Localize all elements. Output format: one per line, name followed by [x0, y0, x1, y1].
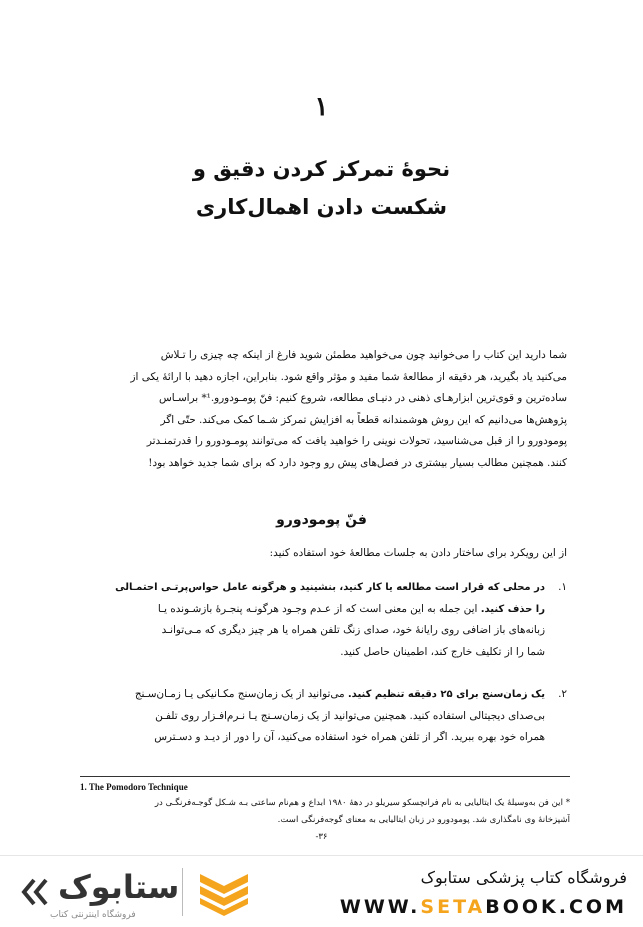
list-item	[80, 684, 567, 749]
intro-line: می‌کنید یاد بگیرید، هر دقیقه از مطالعهٔ شما مفید و مؤثر واقع شود. بنابراین، اجازه دهید با ارائهٔ یکی از	[130, 370, 567, 383]
url-part: BOOK.COM	[485, 896, 627, 918]
intro-paragraph	[80, 345, 567, 474]
list-item-text: بی‌صدای دیجیتالی استفاده کنید. همچنین می‌توانید از یک زمان‌سـنج یـا نـرم‌افـزار روی تلفـن	[155, 709, 545, 722]
chapter-title	[0, 150, 643, 226]
logo-subtitle: فروشگاه اینترنتی کتاب	[50, 910, 136, 920]
url-accent: SETA	[420, 896, 486, 918]
list-item-text: این جمله به این معنی است که از عـدم وجـود هرگونـه پنجـرهٔ بازشـونده یـا	[157, 602, 481, 615]
footnote-persian	[80, 795, 570, 829]
list-item-bold: یک زمان‌سنج برای ۲۵ دقیقه تنظیم کنید.	[347, 689, 545, 700]
chapter-title-line-2: شکست دادن اهمال‌کاری	[195, 195, 448, 219]
section-title: فنّ پومودورو	[276, 512, 367, 528]
url-part: WWW.	[339, 896, 421, 918]
list-item-text: شما را از تکلیف خارج کند، اطمینان حاصل کنید.	[340, 645, 545, 658]
store-name: فروشگاه کتاب پزشکی ستابوک	[420, 868, 627, 887]
list-item-bold: را حذف کنید.	[480, 603, 545, 615]
footnote-english: 1. The Pomodoro Technique	[80, 782, 188, 792]
list-item-bold: در محلی که قرار است مطالعه یا کار کنید، بنشینید و هرگونه عامل حواس‌پرتـی احتمـالی	[115, 582, 545, 593]
chapter-title-line-1: نحوهٔ تمرکز کردن دقیق و	[192, 157, 451, 181]
store-url[interactable]	[340, 896, 627, 918]
intro-line: ساده‌ترین و قوی‌ترین ابزارهـای ذهنی در دنیـای مطالعه، شروع کنیم: فنّ پومـودورو.¹* براسـاس	[159, 392, 567, 404]
list-item	[80, 577, 567, 663]
book-stack-icon	[196, 870, 252, 916]
list-item-text: زبانه‌های باز اضافی روی رایانهٔ خود، صدای زنگ تلفن همراه یا هر چیز دیگری که مـی‌توانـد	[161, 624, 545, 636]
intro-line: شما دارید این کتاب را می‌خوانید چون می‌خواهید مطمئن شوید فارغ از اینکه چه چیزی را تـلاش	[160, 349, 567, 361]
list-item-number: ۲.	[558, 688, 567, 700]
intro-line: کنند. همچنین مطالب بسیار بیشتری در فصل‌های پیش رو وجود دارد که برای شما جدید خواهد بود!	[148, 456, 567, 469]
chapter-number: ۱	[314, 92, 329, 122]
footnote-line: * این فن به‌وسیلهٔ یک ایتالیایی به نام فرانچسکو سیریلو در دههٔ ۱۹۸۰ ابداع و هم‌نام ساعتی بـه شـکل گوجـه‌فرنگـی در	[154, 798, 570, 808]
logo-wordmark: ستابوک	[58, 868, 180, 906]
list-item-text: همراه خود بهره ببرید. اگر از تلفن همراه خود استفاده می‌کنید، آن را دور از دیـد و دسـترس	[154, 731, 545, 743]
setabook-logo[interactable]	[20, 868, 250, 918]
list-item-number: ۱.	[558, 581, 567, 593]
lead-line: از این رویکرد برای ساختار دادن به جلسات مطالعهٔ خود استفاده کنید:	[269, 547, 567, 559]
chevrons-icon	[20, 872, 60, 912]
intro-line: پژوهش‌ها می‌دانیم که این روش هوشمندانه قطعاً به افزایش تمرکز شـما کمک می‌کند. حتّی اگر	[160, 413, 567, 426]
list-item-text: می‌توانید از یک زمان‌سنج مکـانیکی یـا زمـان‌سـنج	[134, 688, 348, 700]
footnote-line: آشپزخانهٔ وی نامگذاری شد. پومودورو در زبان ایتالیایی به معنای گوجه‌فرنگی است.	[277, 815, 570, 825]
footnote-divider	[80, 776, 570, 777]
store-banner	[0, 855, 643, 927]
page-number: ۳۶-	[315, 832, 328, 842]
logo-divider	[182, 868, 183, 916]
intro-line: پومودورو را از قبل می‌شناسید، تحولات نوینی را خواهید یافت که می‌توانند پومـودورو را قدرتمنـدتر	[146, 435, 567, 447]
